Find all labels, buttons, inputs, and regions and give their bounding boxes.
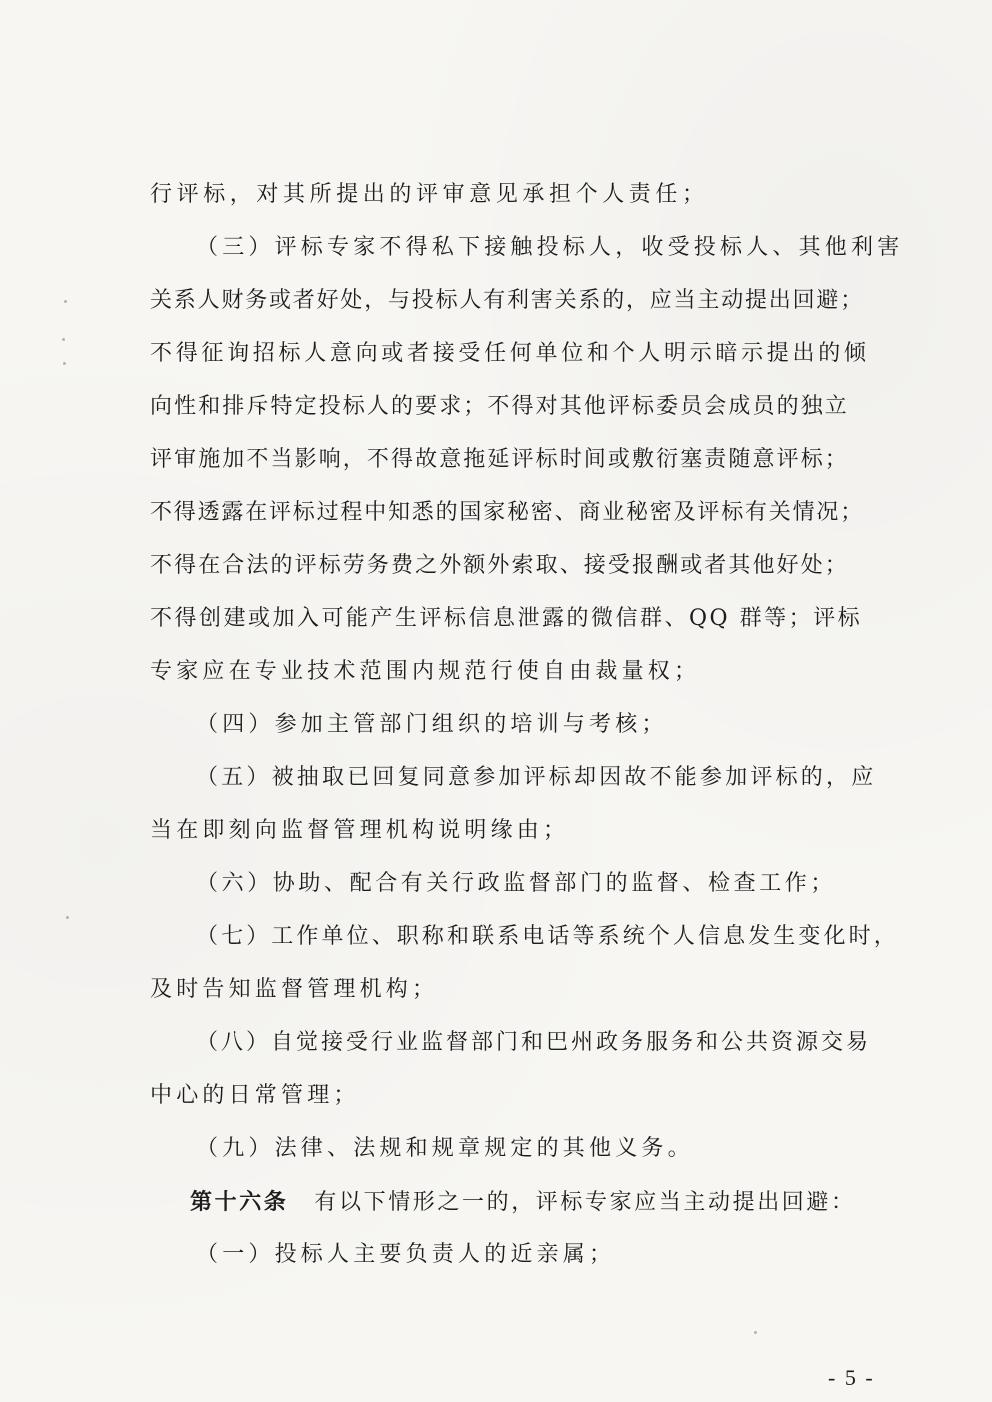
- page-number: - 5 -: [828, 1365, 875, 1390]
- text-line-19: （九）法律、法规和规章规定的其他义务。: [196, 1136, 694, 1161]
- item-one-line: （一）投标人主要负责人的近亲属；: [196, 1242, 616, 1267]
- text-line-8: 不得在合法的评标劳务费之外额外索取、接受报酬或者其他好处；: [150, 553, 849, 578]
- text-line-14: （六）协助、配合有关行政监督部门的监督、检查工作；: [196, 871, 837, 896]
- text-line-10: 专家应在专业技术范围内规范行使自由裁量权；: [150, 659, 701, 684]
- scan-speck: [64, 300, 67, 303]
- text-line-13: 当在即刻向监督管理机构说明缘由；: [150, 818, 570, 843]
- text-line-7: 不得透露在评标过程中知悉的国家秘密、商业秘密及评标有关情况；: [150, 500, 865, 525]
- text-line-9: 不得创建或加入可能产生评标信息泄露的微信群、QQ 群等；评标: [150, 606, 863, 631]
- text-line-17: （八）自觉接受行业监督部门和巴州政务服务和公共资源交易: [196, 1030, 872, 1055]
- text-line-12: （五）被抽取已回复同意参加评标却因故不能参加评标的，应: [196, 765, 877, 790]
- scan-speck: [754, 1331, 757, 1334]
- text-line-1: 行评标，对其所提出的评审意见承担个人责任；: [150, 182, 709, 207]
- text-line-6: 评审施加不当影响，不得故意拖延评标时间或敷衍塞责随意评标；: [150, 447, 849, 472]
- text-line-15: （七）工作单位、职称和联系电话等系统个人信息发生变化时，: [196, 924, 899, 949]
- text-line-11: （四）参加主管部门组织的培训与考核；: [196, 712, 668, 737]
- text-line-5: 向性和排斥特定投标人的要求；不得对其他评标委员会成员的独立: [150, 394, 849, 419]
- text-line-16: 及时告知监督管理机构；: [150, 977, 439, 1002]
- article-16-line: [190, 1187, 856, 1218]
- text-line-3: 关系人财务或者好处，与投标人有利害关系的，应当主动提出回避；: [150, 288, 865, 313]
- text-line-4: 不得征询招标人意向或者接受任何单位和个人明示暗示提出的倾: [150, 341, 870, 366]
- scan-speck: [63, 362, 66, 365]
- text-line-18: 中心的日常管理；: [150, 1083, 360, 1108]
- article-16-text: 有以下情形之一的，评标专家应当主动提出回避：: [314, 1190, 856, 1215]
- scan-speck: [66, 916, 69, 919]
- text-line-2: （三）评标专家不得私下接触投标人，收受投标人、其他利害: [196, 235, 904, 260]
- article-16-heading: 第十六条: [190, 1189, 289, 1215]
- scan-speck: [62, 338, 65, 341]
